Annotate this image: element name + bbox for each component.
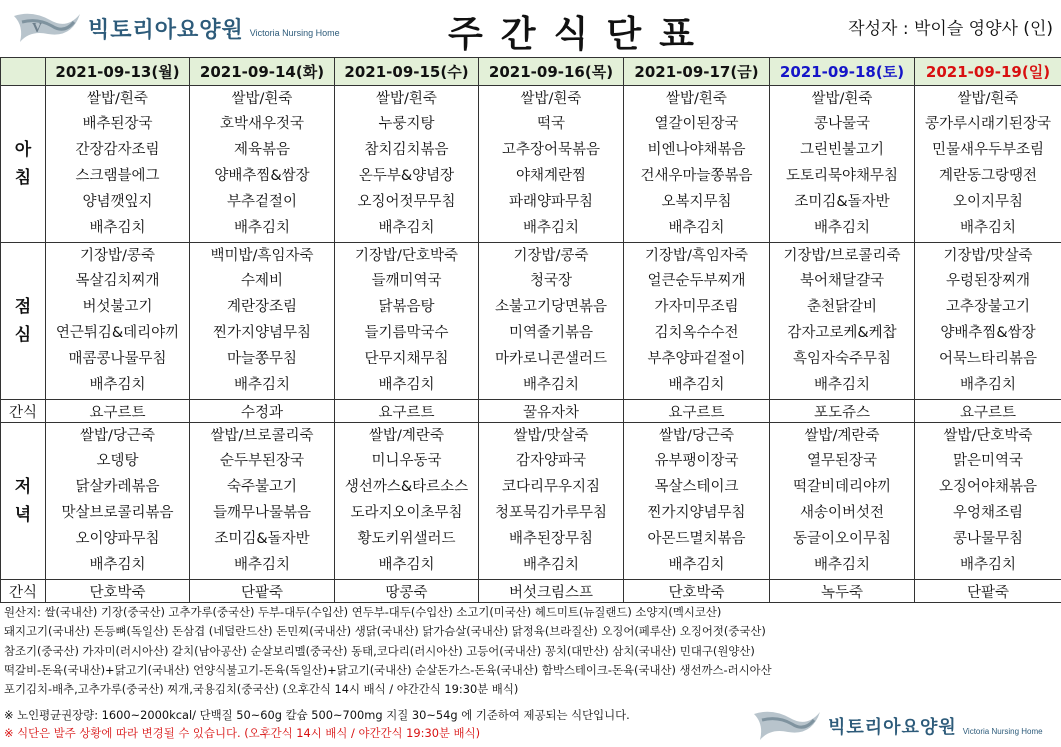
menu-item: 열무된장국 <box>806 453 878 470</box>
menu-item: 찐가지양념무침 <box>212 325 312 341</box>
menu-item: 호박새우젓국 <box>219 116 305 133</box>
meal-cell <box>190 243 335 400</box>
snack-label: 간식 <box>1 580 46 603</box>
origin-info <box>4 603 1057 699</box>
page-title: 주간식단표 <box>448 14 712 55</box>
menu-item: 간장감자조림 <box>75 142 160 159</box>
menu-item: 건새우마늘쫑볶음 <box>640 168 753 184</box>
menu-item: 우렁된장찌개 <box>945 273 1031 290</box>
logo <box>12 8 340 48</box>
logo-text: 빅토리아요양원 <box>828 717 957 738</box>
menu-item: 쌀밥/흰죽 <box>231 90 293 107</box>
menu-item: 흑임자숙주무침 <box>792 350 892 367</box>
menu-item: 온두부&양념장 <box>358 168 455 184</box>
dinner-row <box>1 423 1061 580</box>
meal-cell <box>46 243 190 400</box>
menu-item: 들깨무나물볶음 <box>212 505 312 521</box>
menu-item: 유부팽이장국 <box>654 453 739 470</box>
menu-item: 도라지오이초무침 <box>350 505 463 521</box>
menu-item: 쌀밥/흰죽 <box>957 90 1019 107</box>
menu-item: 아몬드멸치볶음 <box>647 530 746 547</box>
menu-item: 황도키위샐러드 <box>357 530 456 547</box>
menu-item: 마늘쫑무침 <box>226 350 298 367</box>
origin-line: 포기김치-배추,고추가루(중국산) 찌개,국용김치(중국산) (오후간식 14시 배식 / 야간간식 19:30분 배식) <box>4 682 519 697</box>
menu-item: 배추김치 <box>959 219 1017 236</box>
menu-item: 미니우동국 <box>371 453 442 470</box>
menu-item: 들기름막국수 <box>364 325 449 341</box>
menu-item: 목살김치찌개 <box>75 273 160 290</box>
menu-item: 감자고로케&케찹 <box>787 325 897 341</box>
menu-item: 배추된장무침 <box>508 530 594 547</box>
breakfast-label: 아 침 <box>1 86 46 243</box>
snack-row-afternoon <box>1 400 1061 423</box>
menu-item: 배추된장국 <box>82 116 153 133</box>
menu-item: 단무지채무침 <box>364 350 449 367</box>
date-header-row <box>1 58 1061 86</box>
menu-item: 어묵느타리볶음 <box>938 350 1038 367</box>
menu-item: 마카로니콘샐러드 <box>494 350 608 367</box>
menu-item: 쌀밥/흰죽 <box>666 90 727 107</box>
meal-cell <box>624 243 770 400</box>
menu-item: 배추김치 <box>233 219 291 236</box>
meal-cell <box>770 86 915 243</box>
author-label: 작성자 : 박이슬 영양사 (인) <box>848 19 1053 39</box>
menu-item: 도토리묵야채무침 <box>785 168 899 184</box>
menu-item: 쌀밥/계란죽 <box>804 427 880 444</box>
menu-item: 목살스테이크 <box>654 479 739 496</box>
origin-line: 참조기(중국산) 가자미(러시아산) 갈치(남아공산) 순살보리멜(중국산) 동태,코다리(러시아산) 고등어(국내산) 꽁치(대만산) 삼치(국내산) 민대구(원양산) <box>4 643 755 658</box>
lunch-label: 점 심 <box>1 243 46 400</box>
meal-cell <box>770 243 915 400</box>
meal-cell <box>770 423 915 580</box>
day-header-saturday: 2021-09-18(토) <box>770 58 915 86</box>
snack-cell: 포도쥬스 <box>770 400 915 423</box>
menu-item: 제육볶음 <box>233 142 291 159</box>
menu-item: 조미김&돌자반 <box>214 530 310 547</box>
snack-cell: 단호박죽 <box>46 580 190 603</box>
menu-item: 배추김치 <box>378 219 435 236</box>
logo-subtitle: Victoria Nursing Home <box>249 28 340 38</box>
menu-item: 배추김치 <box>668 376 725 393</box>
menu-item: 콩가루시래기된장국 <box>924 116 1052 133</box>
change-notice: ※ 식단은 발주 상황에 따라 변경될 수 있습니다. (오후간식 14시 배식 / 야간간식 19:30분 배식) <box>4 726 481 740</box>
menu-item: 맑은미역국 <box>952 453 1024 470</box>
day-header-sunday: 2021-09-19(일) <box>915 58 1061 86</box>
menu-item: 매콤콩나물무침 <box>68 350 167 367</box>
menu-item: 배추김치 <box>378 556 435 573</box>
menu-item: 배추김치 <box>89 556 146 573</box>
menu-item: 얼큰순두부찌개 <box>647 273 746 290</box>
menu-item: 버섯불고기 <box>82 299 153 316</box>
snack-cell: 요구르트 <box>46 400 190 423</box>
menu-item: 배추김치 <box>378 376 435 393</box>
menu-item: 쌀밥/브로콜리죽 <box>210 427 314 444</box>
svg-text:V: V <box>32 21 43 36</box>
menu-item: 계란동그랑땡전 <box>938 168 1038 184</box>
menu-item: 기장밥/단호박죽 <box>355 247 458 264</box>
menu-item: 오징어야채볶음 <box>938 479 1038 496</box>
meal-cell <box>915 243 1061 400</box>
corner-cell <box>1 58 46 86</box>
menu-item: 양배추찜&쌈장 <box>940 325 1036 341</box>
menu-item: 기장밥/브로콜리죽 <box>783 247 901 264</box>
menu-item: 배추김치 <box>522 556 580 573</box>
menu-item: 북어채달걀국 <box>799 273 885 290</box>
menu-item: 찐가지양념무침 <box>647 505 746 521</box>
menu-item: 참치김치볶음 <box>364 142 449 159</box>
menu-item: 배추김치 <box>233 376 291 393</box>
menu-item: 떡갈비데리야끼 <box>792 479 892 496</box>
origin-line: 돼지고기(국내산) 돈등뼈(독일산) 돈삼겹 (네덜란드산) 돈민찌(국내산) 생닭(국내산) 닭가슴살(국내산) 닭정육(브라질산) 오징어(페루산) 오징어젓(중국산) <box>4 624 766 639</box>
menu-item: 춘천닭갈비 <box>806 299 878 316</box>
meal-cell <box>335 86 479 243</box>
nutrition-note: ※ 노인평균권장량: 1600~2000kcal/ 단백질 50~60g 칼슘 500~700mg 지질 30~54g 에 기준하여 제공되는 식단입니다. <box>4 708 630 722</box>
logo-subtitle: Victoria Nursing Home <box>962 726 1043 736</box>
menu-item: 쌀밥/당근죽 <box>80 427 155 444</box>
menu-item: 수제비 <box>240 273 284 290</box>
menu-item: 배추김치 <box>89 219 146 236</box>
menu-item: 코다리무우지짐 <box>501 479 601 496</box>
victoria-logo-icon <box>12 8 82 48</box>
menu-item: 배추김치 <box>668 219 725 236</box>
menu-item: 소불고기당면볶음 <box>494 299 608 316</box>
menu-item: 쌀밥/흰죽 <box>376 90 437 107</box>
menu-item: 기장밥/흑임자죽 <box>645 247 748 264</box>
meal-cell <box>190 86 335 243</box>
menu-item: 오뎅탕 <box>96 453 139 470</box>
meal-cell <box>479 243 624 400</box>
menu-item: 쌀밥/흰죽 <box>87 90 148 107</box>
meal-cell <box>915 423 1061 580</box>
menu-item: 쌀밥/흰죽 <box>811 90 873 107</box>
menu-item: 새송이버섯전 <box>799 505 885 521</box>
menu-item: 양배추찜&쌈장 <box>214 168 310 184</box>
menu-item: 오징어젓무무침 <box>357 193 456 210</box>
menu-item: 청국장 <box>529 273 573 290</box>
menu-item: 콩나물국 <box>813 116 871 133</box>
menu-item: 그린빈불고기 <box>799 142 885 159</box>
menu-item: 배추김치 <box>89 376 146 393</box>
menu-item: 스크램블에그 <box>75 168 160 184</box>
logo-text: 빅토리아요양원 <box>88 17 244 43</box>
menu-item: 배추김치 <box>522 376 580 393</box>
origin-line: 떡갈비-돈육(국내산)+닭고기(국내산) 언양식불고기-돈육(독일산)+닭고기(국내산) 순살돈가스-돈육(국내산) 함박스테이크-돈육(국내산) 생선까스-러시아산 <box>4 662 772 677</box>
menu-item: 김치옥수수전 <box>654 325 739 341</box>
lunch-row <box>1 243 1061 400</box>
menu-item: 숙주불고기 <box>226 479 298 496</box>
snack-cell: 단팥죽 <box>915 580 1061 603</box>
menu-item: 감자양파국 <box>515 453 587 470</box>
menu-item: 배추김치 <box>813 376 871 393</box>
snack-cell: 땅콩죽 <box>335 580 479 603</box>
snack-label: 간식 <box>1 400 46 423</box>
menu-item: 우엉채조림 <box>952 505 1024 521</box>
menu-item: 배추김치 <box>813 556 871 573</box>
menu-item: 기장밥/콩죽 <box>80 247 155 264</box>
origin-line: 원산지: 쌀(국내산) 기장(중국산) 고추가루(중국산) 두부-대두(수입산) 연두부-대두(수입산) 소고기(미국산) 헤드미트(뉴질랜드) 소양지(멕시코산) <box>4 605 722 619</box>
meal-cell <box>624 86 770 243</box>
menu-item: 누룽지탕 <box>378 116 435 133</box>
menu-item: 양념깻잎지 <box>82 193 153 210</box>
menu-item: 부추겉절이 <box>226 193 298 210</box>
meal-cell <box>479 423 624 580</box>
menu-item: 기장밥/콩죽 <box>513 247 589 264</box>
menu-item: 생선까스&타르소스 <box>344 479 469 496</box>
menu-item: 청포묵김가루무침 <box>494 505 608 521</box>
meal-cell <box>190 423 335 580</box>
snack-cell: 수정과 <box>190 400 335 423</box>
menu-item: 들깨미역국 <box>371 273 442 290</box>
menu-item: 고추장불고기 <box>945 299 1031 316</box>
menu-item: 쌀밥/맛살죽 <box>513 427 589 444</box>
snack-cell: 단팥죽 <box>190 580 335 603</box>
snack-cell: 녹두죽 <box>770 580 915 603</box>
day-header: 2021-09-15(수) <box>335 58 479 86</box>
menu-item: 기장밥/맛살죽 <box>943 247 1033 264</box>
day-header: 2021-09-17(금) <box>624 58 770 86</box>
menu-item: 오이지무침 <box>952 193 1024 210</box>
menu-item: 민물새우두부조림 <box>931 142 1045 159</box>
menu-item: 가자미무조림 <box>654 299 739 316</box>
menu-item: 조미김&돌자반 <box>794 193 890 210</box>
menu-item: 부추양파겉절이 <box>647 350 746 367</box>
menu-item: 맛살브로콜리볶음 <box>61 505 174 521</box>
menu-item: 쌀밥/단호박죽 <box>943 427 1033 444</box>
snack-cell: 버섯크림스프 <box>479 580 624 603</box>
menu-item: 닭살카레볶음 <box>75 479 160 496</box>
day-header: 2021-09-16(목) <box>479 58 624 86</box>
day-header: 2021-09-13(월) <box>46 58 190 86</box>
menu-item: 배추김치 <box>959 376 1017 393</box>
menu-item: 고추장어묵볶음 <box>501 142 601 159</box>
snack-cell: 요구르트 <box>915 400 1061 423</box>
menu-item: 백미밥/흑임자죽 <box>210 247 314 264</box>
footer-logo <box>752 706 1043 746</box>
menu-item: 계란장조림 <box>226 299 298 316</box>
snack-cell: 단호박죽 <box>624 580 770 603</box>
menu-item: 떡국 <box>536 116 565 133</box>
menu-item: 쌀밥/계란죽 <box>369 427 444 444</box>
breakfast-row <box>1 86 1061 243</box>
dinner-label: 저 녁 <box>1 423 46 580</box>
menu-item: 배추김치 <box>668 556 725 573</box>
menu-item: 동글이오이무침 <box>792 530 892 547</box>
menu-item: 배추김치 <box>233 556 291 573</box>
meal-cell <box>335 243 479 400</box>
menu-item: 야채계란찜 <box>515 168 587 184</box>
meal-cell <box>46 423 190 580</box>
menu-item: 닭볶음탕 <box>378 299 435 316</box>
menu-item: 연근튀김&데리야끼 <box>55 325 180 341</box>
meal-cell <box>335 423 479 580</box>
snack-cell: 요구르트 <box>335 400 479 423</box>
menu-item: 배추김치 <box>813 219 871 236</box>
victoria-logo-icon <box>752 706 822 746</box>
menu-item: 콩나물무침 <box>952 530 1024 547</box>
menu-item: 오이양파무침 <box>75 530 160 547</box>
day-header: 2021-09-14(화) <box>190 58 335 86</box>
menu-item: 순두부된장국 <box>219 453 305 470</box>
menu-item: 오복지무침 <box>661 193 732 210</box>
meal-cell <box>915 86 1061 243</box>
snack-row-evening <box>1 580 1061 603</box>
meal-cell <box>624 423 770 580</box>
menu-item: 쌀밥/흰죽 <box>520 90 582 107</box>
menu-item: 배추김치 <box>959 556 1017 573</box>
weekly-menu-table <box>0 57 1061 603</box>
meal-cell <box>46 86 190 243</box>
menu-item: 비엔나야채볶음 <box>647 142 746 159</box>
snack-cell: 꿀유자차 <box>479 400 624 423</box>
snack-cell: 요구르트 <box>624 400 770 423</box>
menu-item: 파래양파무침 <box>508 193 594 210</box>
menu-item: 미역줄기볶음 <box>508 325 594 341</box>
header <box>0 0 1061 57</box>
menu-item: 열갈이된장국 <box>654 116 739 133</box>
menu-item: 배추김치 <box>522 219 580 236</box>
menu-item: 쌀밥/당근죽 <box>659 427 734 444</box>
meal-cell <box>479 86 624 243</box>
